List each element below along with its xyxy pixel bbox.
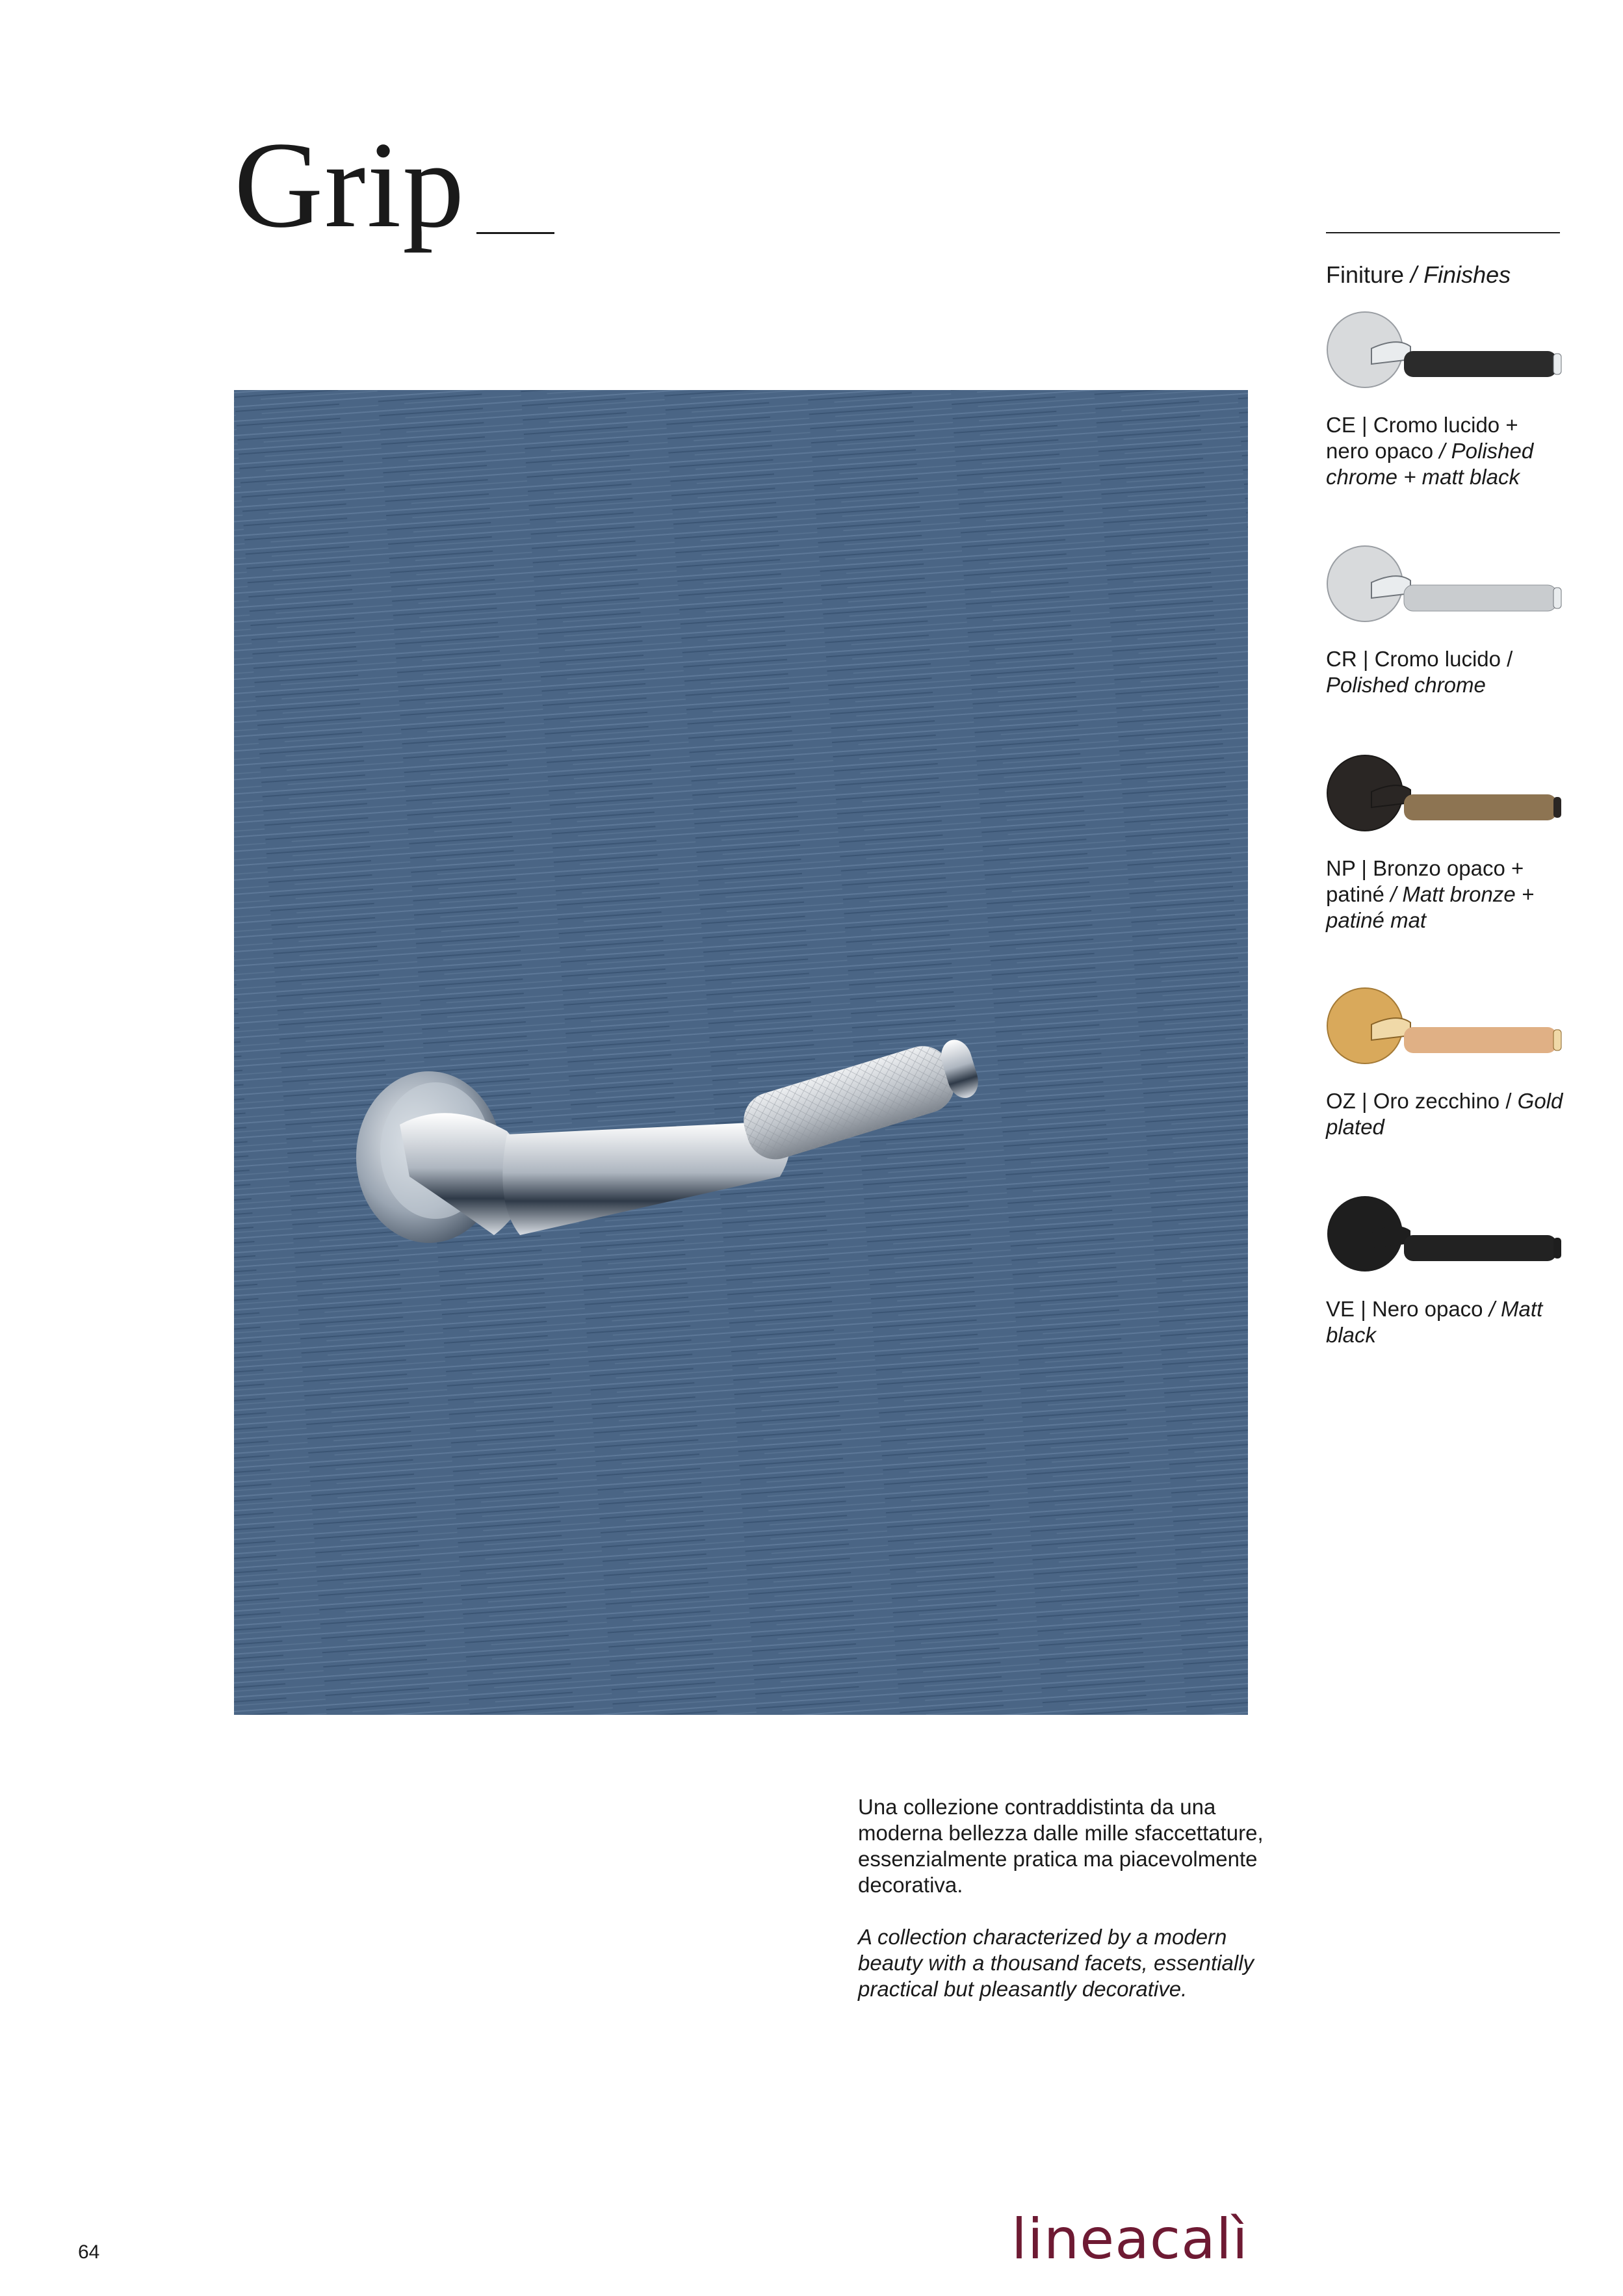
finish-label-it: CR | Cromo lucido / (1326, 647, 1513, 671)
swatch-lever (1404, 794, 1557, 820)
finish-oz (1326, 987, 1566, 1140)
finish-ve (1326, 1195, 1566, 1348)
finish-label-it: CE | Cromo lucido + nero opaco (1326, 413, 1518, 463)
swatch-lever (1404, 1235, 1557, 1261)
description-it: Una collezione contraddistinta da una moderna bellezza dalle mille sfaccettature, essenzialmente pratica ma piacevolmente decorativa. (858, 1795, 1264, 1897)
finish-label-en: / Matt bronze + patiné mat (1326, 882, 1535, 932)
finish-label-it: NP | Bronzo opaco + patiné (1326, 856, 1524, 906)
swatch-lever (1404, 351, 1557, 377)
collection-description (858, 1794, 1274, 2028)
finishes-heading-it: Finiture (1326, 261, 1405, 288)
finishes-divider (1326, 232, 1560, 233)
finishes-heading (1326, 261, 1511, 289)
swatch-lever (1404, 585, 1557, 611)
finishes-heading-en: Finishes (1423, 261, 1511, 288)
finish-label-en: Gold plated (1326, 1089, 1563, 1139)
finish-swatch (1326, 987, 1566, 1065)
finish-swatch (1326, 754, 1566, 832)
finish-label-it: VE | Nero opaco (1326, 1297, 1483, 1321)
product-photo (234, 390, 1248, 1715)
swatch-lever (1404, 1027, 1557, 1053)
finish-swatch (1326, 311, 1566, 389)
page-number: 64 (78, 2241, 100, 2263)
finish-label-it: OZ | Oro zecchino / (1326, 1089, 1512, 1113)
page-title: Grip (234, 117, 466, 254)
finish-swatch (1326, 1195, 1566, 1273)
title-dash-divider (476, 232, 554, 234)
finish-ce (1326, 311, 1566, 490)
finish-np (1326, 754, 1566, 933)
brand-logo: lineacalì (1011, 2207, 1249, 2272)
finish-label-en: / Matt black (1326, 1297, 1543, 1347)
description-en: A collection characterized by a modern beauty with a thousand facets, essentially practical but pleasantly decorative. (858, 1925, 1254, 2001)
textured-wall (234, 390, 1248, 1715)
finish-label-en: / Polished chrome + matt black (1326, 439, 1534, 489)
finish-swatch (1326, 545, 1566, 623)
finishes-heading-separator: / (1404, 261, 1424, 288)
finish-cr (1326, 545, 1566, 698)
finish-label-en: Polished chrome (1326, 673, 1486, 697)
